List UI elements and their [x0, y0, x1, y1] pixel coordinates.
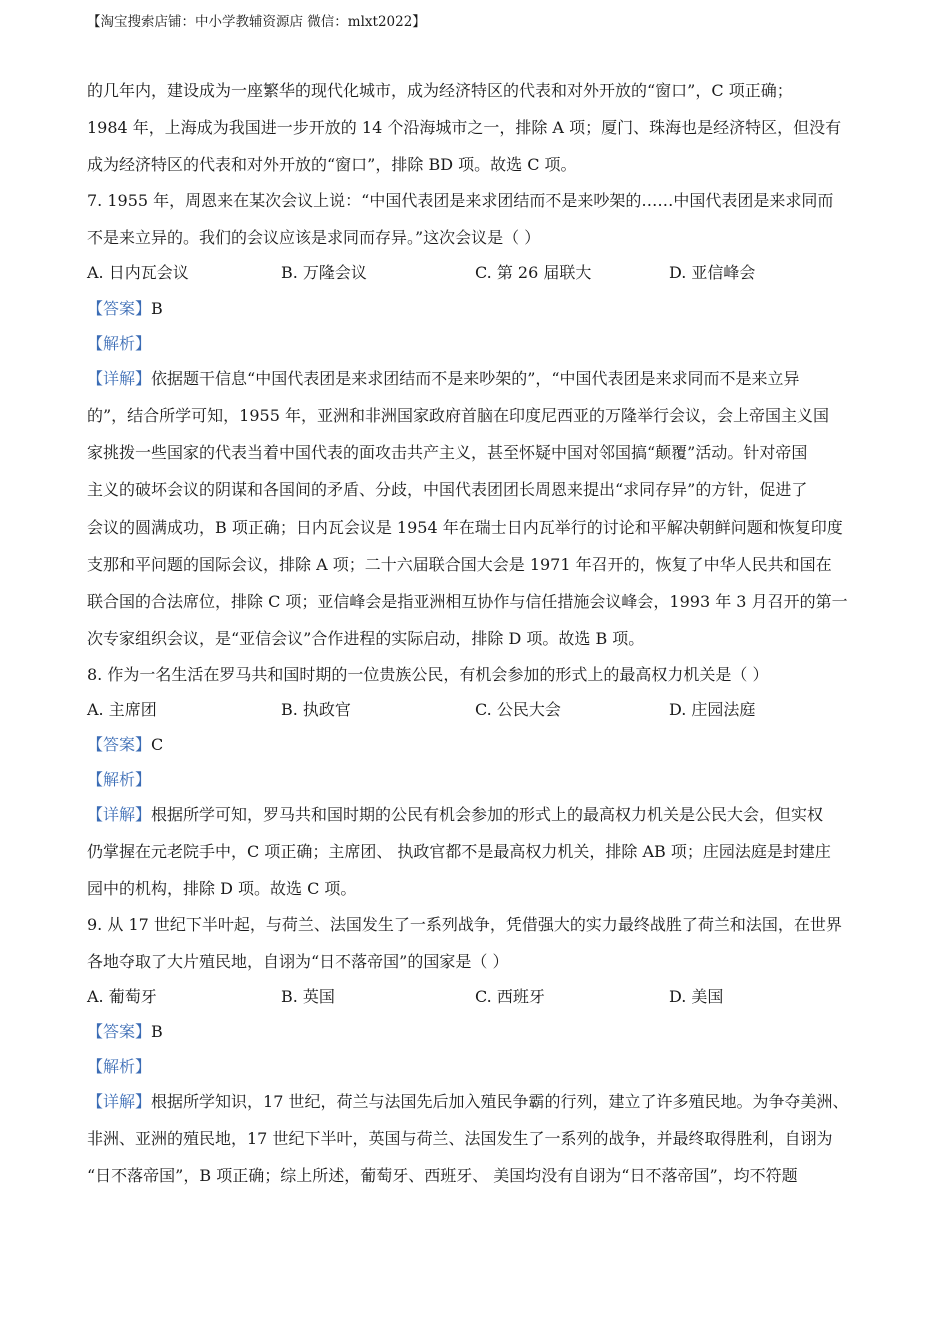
q7-analysis-label: 【解析】 [87, 334, 152, 353]
q9-detail-line-1 [87, 1090, 877, 1114]
q8-answer-tag: 【答案】 [87, 735, 152, 754]
q7-option-b: B. 万隆会议 [281, 263, 367, 282]
q8-detail-text-1: 根据所学可知，罗马共和国时期的公民有机会参加的形式上的最高权力机关是公民大会，但实权 [151, 805, 824, 824]
q7-detail-line-3: 家挑拨一些国家的代表当着中国代表的面攻击共产主义，甚至怀疑中国对邻国搞“颠覆”活动。针对帝国 [87, 443, 808, 462]
q7-detail-tag: 【详解】 [87, 369, 152, 388]
q8-answer [87, 733, 877, 757]
q7-detail-line-7: 联合国的合法席位，排除 C 项；亚信峰会是指亚洲相互协作与信任措施会议峰会，1993 年 3 月召开的第一 [87, 592, 848, 611]
q8-analysis-label: 【解析】 [87, 770, 152, 789]
q8-option-d: D. 庄园法庭 [669, 700, 756, 719]
q8-option-b: B. 执政官 [281, 700, 351, 719]
q8-option-a: A. 主席团 [87, 700, 157, 719]
q7-detail-line-8: 次专家组织会议，是“亚信会议”合作进程的实际启动，排除 D 项。故选 B 项。 [87, 629, 645, 648]
q7-stem-line-2: 不是来立异的。我们的会议应该是求同而存异。”这次会议是（ ） [87, 228, 541, 247]
q8-detail-line-3: 园中的机构，排除 D 项。故选 C 项。 [87, 879, 357, 898]
q9-option-a: A. 葡萄牙 [87, 987, 157, 1006]
q8-answer-value: C [151, 735, 164, 754]
intro-line-2: 1984 年，上海成为我国进一步开放的 14 个沿海城市之一，排除 A 项；厦门、珠海也是经济特区，但没有 [87, 118, 842, 137]
q7-detail-line-6: 支那和平问题的国际会议，排除 A 项；二十六届联合国大会是 1971 年召开的，恢复了中华人民共和国在 [87, 555, 832, 574]
q7-option-d: D. 亚信峰会 [669, 263, 756, 282]
q9-analysis-tag [87, 1055, 877, 1079]
q8-detail-tag: 【详解】 [87, 805, 152, 824]
q9-option-d: D. 美国 [669, 987, 724, 1006]
q9-detail-tag: 【详解】 [87, 1092, 152, 1111]
q7-analysis-tag [87, 332, 877, 356]
q8-analysis-tag [87, 768, 877, 792]
intro-line-1: 的几年内，建设成为一座繁华的现代化城市，成为经济特区的代表和对外开放的“窗口”，C 项正确； [87, 81, 793, 100]
q7-answer [87, 297, 877, 321]
q8-detail-line-2: 仍掌握在元老院手中，C 项正确；主席团、 执政官都不是最高权力机关，排除 AB 项；庄园法庭是封建庄 [87, 842, 831, 861]
q8-stem-line-1: 8. 作为一名生活在罗马共和国时期的一位贵族公民，有机会参加的形式上的最高权力机关是（ ） [87, 665, 769, 684]
q8-detail-line-1 [87, 803, 877, 827]
q9-stem-line-1: 9. 从 17 世纪下半叶起，与荷兰、法国发生了一系列战争，凭借强大的实力最终战胜了荷兰和法国，在世界 [87, 915, 842, 934]
q7-option-c: C. 第 26 届联大 [475, 263, 592, 282]
q9-answer-value: B [151, 1022, 163, 1041]
q8-option-c: C. 公民大会 [475, 700, 561, 719]
q7-answer-tag: 【答案】 [87, 299, 152, 318]
q9-analysis-label: 【解析】 [87, 1057, 152, 1076]
q7-answer-value: B [151, 299, 163, 318]
q9-detail-text-1: 根据所学知识，17 世纪，荷兰与法国先后加入殖民争霸的行列，建立了许多殖民地。为争夺美洲、 [151, 1092, 849, 1111]
q7-detail-line-5: 会议的圆满成功，B 项正确；日内瓦会议是 1954 年在瑞士日内瓦举行的讨论和平解决朝鲜问题和恢复印度 [87, 518, 843, 537]
q9-detail-line-3: “日不落帝国”，B 项正确；综上所述，葡萄牙、西班牙、 美国均没有自诩为“日不落帝国”，均不符题 [87, 1166, 798, 1185]
q7-detail-text-1: 依据题干信息“中国代表团是来求团结而不是来吵架的”，“中国代表团是来求同而不是来立异 [151, 369, 800, 388]
page-header: 【淘宝搜索店铺：中小学教辅资源店 微信：mlxt2022】 [87, 14, 426, 30]
q9-answer [87, 1020, 877, 1044]
intro-line-3: 成为经济特区的代表和对外开放的“窗口”，排除 BD 项。故选 C 项。 [87, 155, 577, 174]
q9-answer-tag: 【答案】 [87, 1022, 152, 1041]
q7-option-a: A. 日内瓦会议 [87, 263, 189, 282]
q7-detail-line-4: 主义的破坏会议的阴谋和各国间的矛盾、分歧，中国代表团团长周恩来提出“求同存异”的方针，促进了 [87, 480, 808, 499]
q9-detail-line-2: 非洲、亚洲的殖民地，17 世纪下半叶，英国与荷兰、法国发生了一系列的战争，并最终取得胜利，自诩为 [87, 1129, 833, 1148]
q7-detail-line-1 [87, 367, 877, 391]
q9-option-b: B. 英国 [281, 987, 335, 1006]
q7-stem-line-1: 7. 1955 年，周恩来在某次会议上说：“中国代表团是来求团结而不是来吵架的……中国代表团是来求同而 [87, 191, 834, 210]
q7-detail-line-2: 的”，结合所学可知，1955 年，亚洲和非洲国家政府首脑在印度尼西亚的万隆举行会议，会上帝国主义国 [87, 406, 829, 425]
q9-option-c: C. 西班牙 [475, 987, 545, 1006]
q9-stem-line-2: 各地夺取了大片殖民地，自诩为“日不落帝国”的国家是（ ） [87, 952, 509, 971]
